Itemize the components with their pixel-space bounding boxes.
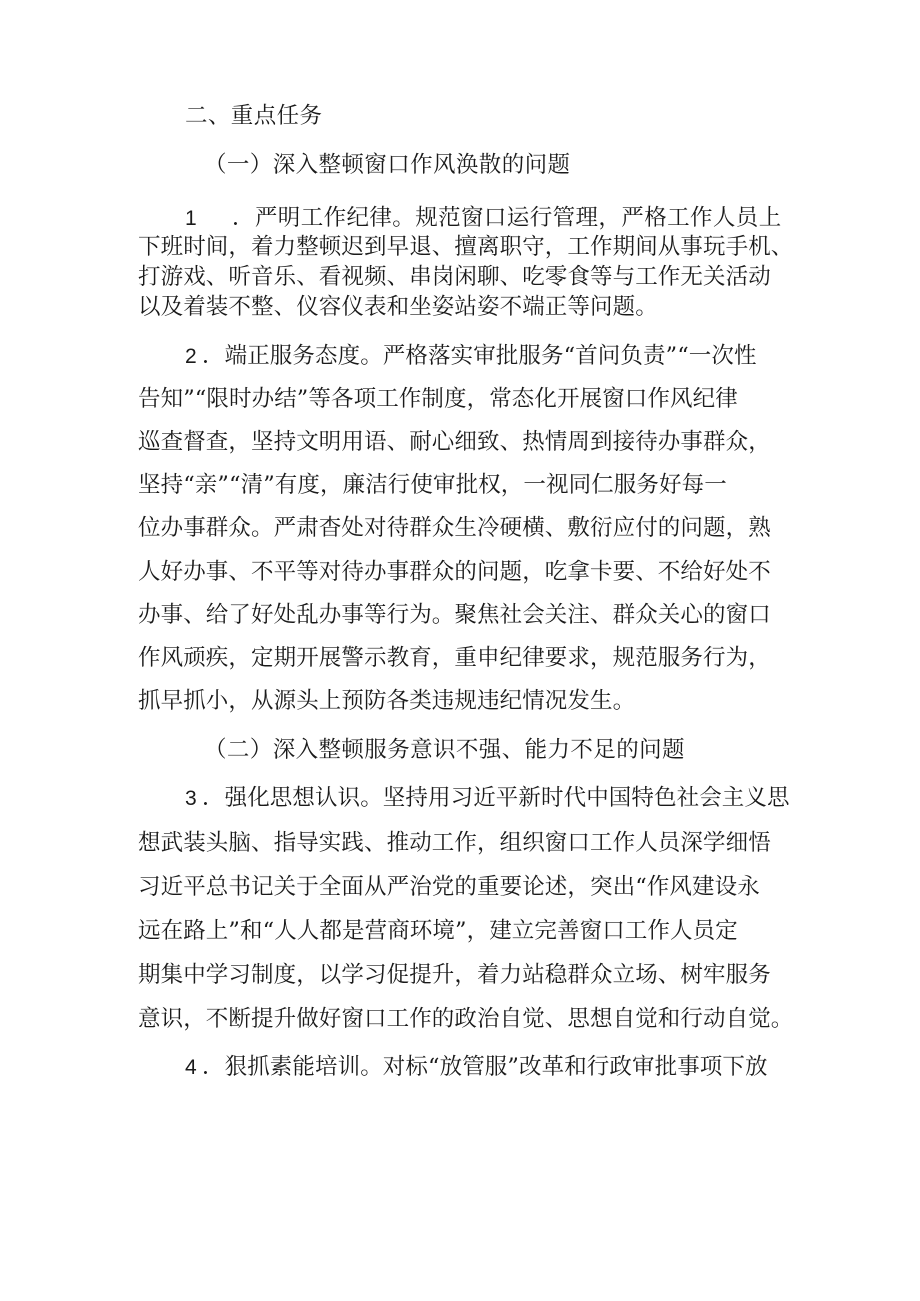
item-2-line-5: 位办事群众。严肃杳处对待群众生冷硬横、敷衍应付的问题，熟 <box>138 515 771 541</box>
item-2-line-2: 告知”“限时办结”等各项工作制度，常态化开展窗口作风纪律 <box>138 386 738 412</box>
item-4-number: 4 <box>185 1056 198 1079</box>
item-2-line-4: 坚持“亲”“清”有度，廉洁行使审批权，一视同仁服务好每一 <box>138 472 727 498</box>
item-3-line-4: 远在路上”和“人人都是营商环境”，建立完善窗口工作人员定 <box>138 918 738 944</box>
item-1-line-1: ．严明工作纪律。规范窗口运行管理，严格工作人员上 <box>232 205 782 231</box>
item-1-number: 1 <box>185 207 198 230</box>
subsection-title-2: （二）深入整顿服务意识不强、能力不足的问题 <box>204 737 685 763</box>
item-1-line-3: 打游戏、听音乐、看视频、串岗闲聊、吃零食等与工作无关活动 <box>138 264 771 290</box>
item-2-line-6: 人好办事、不平等对待办事群众的问题，吃拿卡要、不给好处不 <box>138 559 771 585</box>
item-1-line-2: 下班时间，着力整顿迟到早退、擅离职守，工作期间从事玩手机、 <box>138 234 794 260</box>
item-2-line-1: ．端正服务态度。严格落实审批服务“首问负责”“一次性 <box>202 343 757 369</box>
item-2-line-7: 办事、给了好处乱办事等行为。聚焦社会关注、群众关心的窗口 <box>138 602 771 628</box>
item-1-line-4: 以及着装不整、仪容仪表和坐姿站姿不端正等问题。 <box>138 294 658 320</box>
item-3-line-2: 想武装头脑、指导实践、推动工作，组织窗口工作人员深学细悟 <box>138 830 771 856</box>
item-2-number: 2 <box>185 345 198 368</box>
item-3-line-3: 习近平总书记关于全面从严治党的重要论述，突出“作风建设永 <box>138 874 760 900</box>
item-2-line-3: 巡查督查，坚持文明用语、耐心细致、热情周到接待办事群众， <box>138 429 771 455</box>
item-3-line-6: 意识，不断提升做好窗口工作的政治自觉、思想自觉和行动自觉。 <box>138 1006 794 1032</box>
item-3-line-5: 期集中学习制度，以学习促提升，着力站稳群众立场、树牢服务 <box>138 962 771 988</box>
item-2-line-8: 作风顽疾，定期开展警示教育，重申纪律要求，规范服务行为， <box>138 645 771 671</box>
item-4-line-1: ．狠抓素能培训。对标“放管服”改革和行政审批事项下放 <box>202 1054 768 1080</box>
item-3-number: 3 <box>185 787 198 810</box>
item-3-line-1: ．强化思想认识。坚持用习近平新时代中国特色社会主义思 <box>202 785 790 811</box>
item-2-line-9: 抓早抓小，从源头上预防各类违规违纪情况发生。 <box>138 688 636 714</box>
section-title: 二、重点任务 <box>185 103 323 129</box>
subsection-title-1: （一）深入整顿窗口作风涣散的问题 <box>204 152 571 178</box>
